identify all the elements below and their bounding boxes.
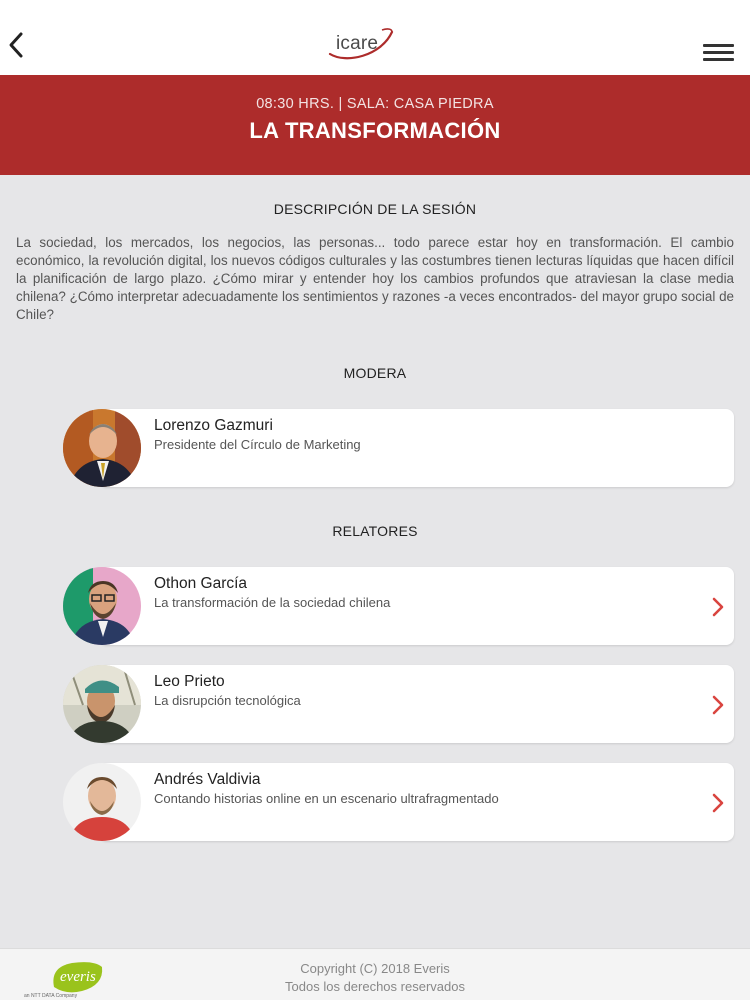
speaker-name: Andrés Valdivia [154,771,261,788]
menu-line [703,44,734,47]
back-button[interactable] [4,28,30,62]
moderator-name: Lorenzo Gazmuri [154,417,273,434]
avatar [63,763,141,841]
speaker-name: Leo Prieto [154,673,225,690]
avatar [63,665,141,743]
session-header [0,75,750,175]
hamburger-menu-button[interactable] [703,44,735,64]
top-nav-bar [0,0,750,75]
chevron-right-icon [712,695,724,715]
speaker-card[interactable] [63,567,734,645]
session-time-room: 08:30 HRS. | SALA: CASA PIEDRA [256,96,494,112]
svg-text:everis: everis [60,969,96,985]
menu-line [703,51,734,54]
speaker-topic: Contando historias online en un escenario ultrafragmentado [154,791,499,806]
session-title: LA TRANSFORMACIÓN [249,118,501,143]
svg-text:an NTT DATA Company: an NTT DATA Company [24,993,78,999]
speakers-heading: RELATORES [332,523,418,539]
speaker-card[interactable] [63,665,734,743]
speaker-card[interactable] [63,763,734,841]
speaker-topic: La disrupción tecnológica [154,693,301,708]
footer [0,948,750,1000]
moderator-card[interactable] [63,409,734,487]
menu-line [703,58,734,61]
chevron-right-icon [712,597,724,617]
description-heading: DESCRIPCIÓN DE LA SESIÓN [273,201,477,217]
avatar [63,567,141,645]
speaker-name: Othon García [154,575,248,592]
session-description: La sociedad, los mercados, los negocios, las personas... todo parece estar hoy en transformación. El cambio económico, la revolución digital, los nuevos códigos culturales y las costumbres tienen lecturas líquidas que hacen difícil la planificación de largo plazo. ¿Cómo mirar y entender hoy los cambios profundos que atraviesan la clase media chilena? ¿Cómo interpretar adecuadamente los sentimientos y razones -a veces encontrados- del mayor grupo social de Chile? [16,235,734,322]
avatar [63,409,141,487]
moderator-heading: MODERA [343,365,407,381]
chevron-right-icon [712,793,724,813]
logo-text: icare [336,33,379,54]
moderator-role: Presidente del Círculo de Marketing [154,437,361,452]
chevron-left-icon [4,28,30,62]
speaker-topic: La transformación de la sociedad chilena [154,595,391,610]
icare-logo[interactable] [326,24,396,64]
rights-text: Todos los derechos reservados [285,979,465,994]
copyright-text: Copyright (C) 2018 Everis [300,961,450,976]
